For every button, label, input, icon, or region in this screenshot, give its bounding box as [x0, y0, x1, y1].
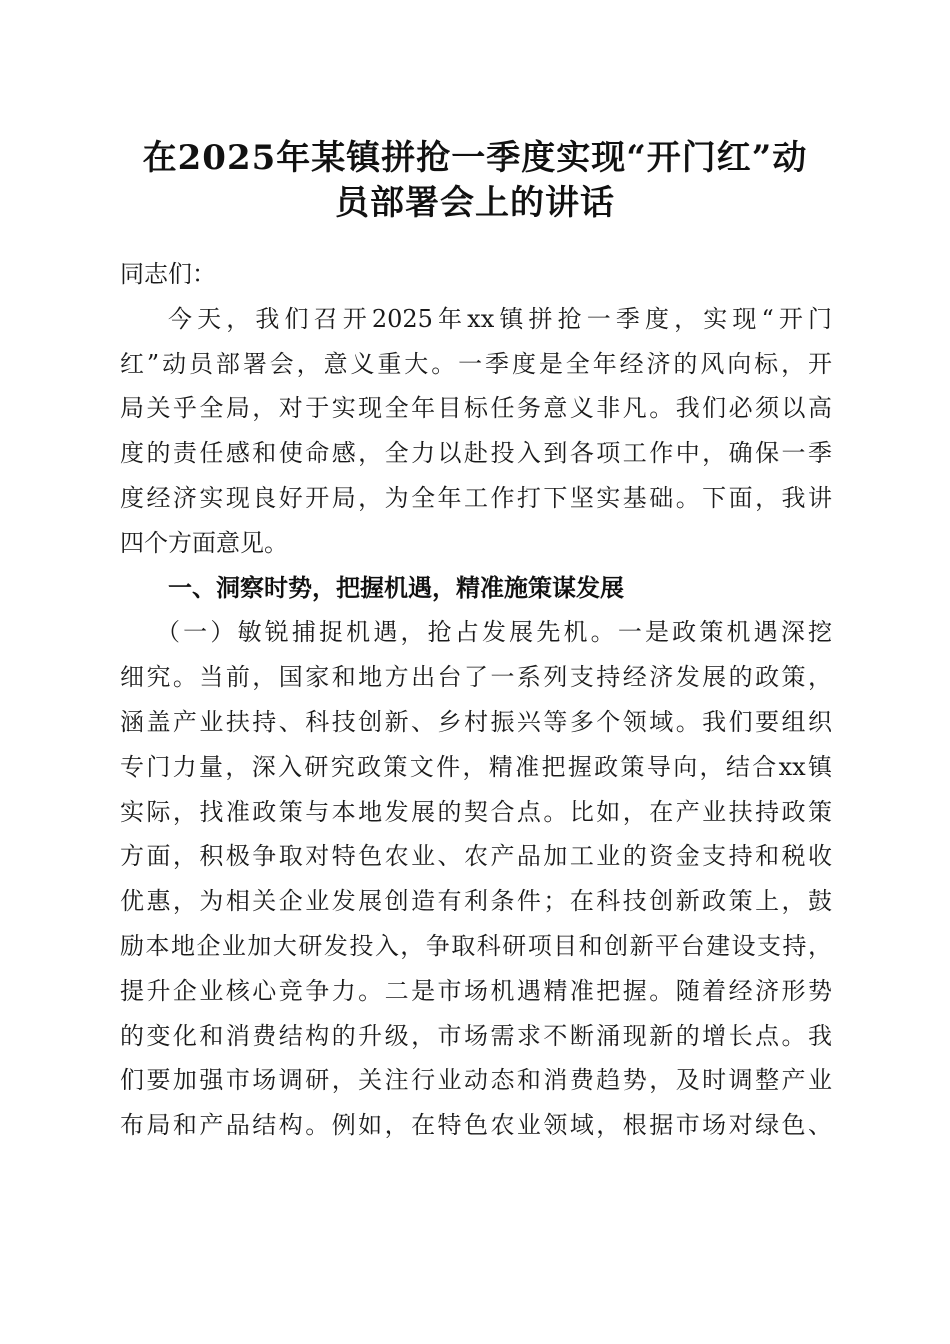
section-paragraph-line: （一）敏锐捕捉机遇，抢占发展先机。一是政策机遇深挖	[156, 618, 832, 647]
intro-paragraph-line: 度的责任感和使命感，全力以赴投入到各项工作中，确保一季	[120, 439, 832, 468]
section-paragraph-line: 优惠，为相关企业发展创造有利条件；在科技创新政策上，鼓	[120, 887, 832, 916]
section-paragraph-line: 实际，找准政策与本地发展的契合点。比如，在产业扶持政策	[120, 797, 832, 826]
intro-paragraph-line: 度经济实现良好开局，为全年工作打下坚实基础。下面，我讲	[120, 483, 832, 512]
title-line: 在2025年某镇拼抢一季度实现“开门红”动	[142, 138, 808, 178]
document-title	[110, 136, 840, 226]
section-paragraph-line: 方面，积极争取对特色农业、农产品加工业的资金支持和税收	[120, 842, 832, 871]
intro-paragraph-line: 今天，我们召开2025年xx镇拼抢一季度，实现“开门	[168, 304, 832, 333]
intro-paragraph-line: 局关乎全局，对于实现全年目标任务意义非凡。我们必须以高	[120, 394, 832, 423]
title-line: 员部署会上的讲话	[335, 183, 615, 223]
intro-paragraph-line: 红”动员部署会，意义重大。一季度是全年经济的风向标，开	[120, 349, 832, 378]
section-heading: 一、洞察时势，把握机遇，精准施策谋发展	[168, 572, 624, 602]
section-paragraph-line: 专门力量，深入研究政策文件，精准把握政策导向，结合xx镇	[120, 752, 832, 781]
salutation: 同志们：	[120, 260, 216, 288]
document-body	[120, 252, 832, 1148]
intro-paragraph-line: 四个方面意见。	[120, 528, 288, 557]
section-paragraph-line: 提升企业核心竞争力。二是市场机遇精准把握。随着经济形势	[120, 976, 832, 1005]
section-paragraph-line: 励本地企业加大研发投入，争取科研项目和创新平台建设支持，	[120, 931, 832, 960]
section-paragraph-line: 布局和产品结构。例如，在特色农业领域，根据市场对绿色、	[120, 1111, 832, 1140]
section-paragraph-line: 们要加强市场调研，关注行业动态和消费趋势，及时调整产业	[120, 1066, 832, 1095]
section-paragraph-line: 的变化和消费结构的升级，市场需求不断涌现新的增长点。我	[120, 1021, 832, 1050]
section-paragraph-line: 细究。当前，国家和地方出台了一系列支持经济发展的政策，	[120, 663, 832, 692]
section-paragraph-line: 涵盖产业扶持、科技创新、乡村振兴等多个领域。我们要组织	[120, 707, 832, 736]
